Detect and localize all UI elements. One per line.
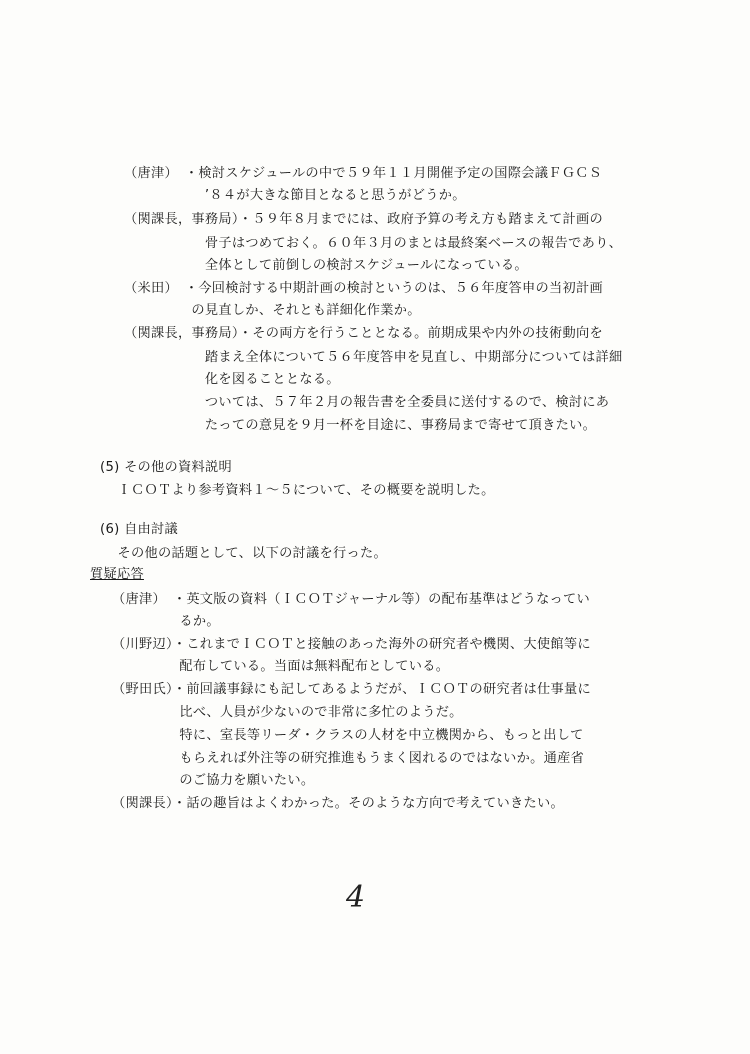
text-line: 特に、室長等リーダ・クラスの人材を中立機関から、もっと出して [112,728,584,743]
text-line: 全体として前倒しの検討スケジュールになっている。 [124,258,528,273]
text-line: 配布している。当面は無料配布としている。 [112,659,450,674]
text-line: 骨子はつめておく。６０年３月のまとは最終案ベースの報告であり、 [124,236,623,251]
text-line: ＩＣＯＴより参考資料１～５について、その概要を説明した。 [104,483,495,498]
text-line: 化を図ることとなる。 [124,372,340,387]
text-line: （川野辺）・これまでＩＣＯＴと接触のあった海外の研究者や機関、大使館等に [112,637,591,652]
text-line: 比べ、人員が少ないので非常に多忙のようだ。 [112,705,463,720]
text-line: の見直しか、それとも詳細化作業か。 [124,303,421,318]
text-line: ’８４が大きな節目となると思うがどうか。 [124,188,466,203]
text-line: （関課長，事務局）・その両方を行うこととなる。前期成果や内外の技術動向を [124,326,603,341]
text-line: （関課長）・話の趣旨はよくわかった。そのような方向で考えていきたい。 [112,796,564,811]
text-line: （米田） ・今回検討する中期計画の検討というのは、５６年度答申の当初計画 [124,281,603,296]
text-line: （唐津） ・英文版の資料（ＩＣＯＴジャーナル等）の配布基準はどうなってい [112,592,591,607]
text-line: ついては、５７年２月の報告書を全委員に送付するので、検討にあ [124,395,610,410]
text-line: （野田氏）・前回議事録にも記してあるようだが、ＩＣＯＴの研究者は仕事量に [112,682,591,697]
text-line: その他の話題として、以下の討議を行った。 [104,546,387,561]
text-line: （唐津） ・検討スケジュールの中で５９年１１月開催予定の国際会議ＦＧＣＳ [124,166,603,181]
text-line: 踏まえ全体について５６年度答申を見直し、中期部分については詳細 [124,350,623,365]
text-line: （関課長，事務局）・５９年８月までには、政府予算の考え方も踏まえて計画の [124,212,603,227]
subsection-heading: 質疑応答 [90,567,144,582]
text-line: のご協力を願いたい。 [112,773,315,788]
section-heading: (5) その他の資料説明 [100,460,232,475]
section-heading: (6) 自由討議 [100,522,179,537]
text-line: るか。 [112,614,220,629]
text-line: もらえれば外注等の研究推進もうまく図れるのではないか。通産省 [112,751,585,766]
page-number: 4 [346,880,366,915]
text-line: たっての意見を９月一杯を目途に、事務局まで寄せて頂きたい。 [124,418,597,433]
